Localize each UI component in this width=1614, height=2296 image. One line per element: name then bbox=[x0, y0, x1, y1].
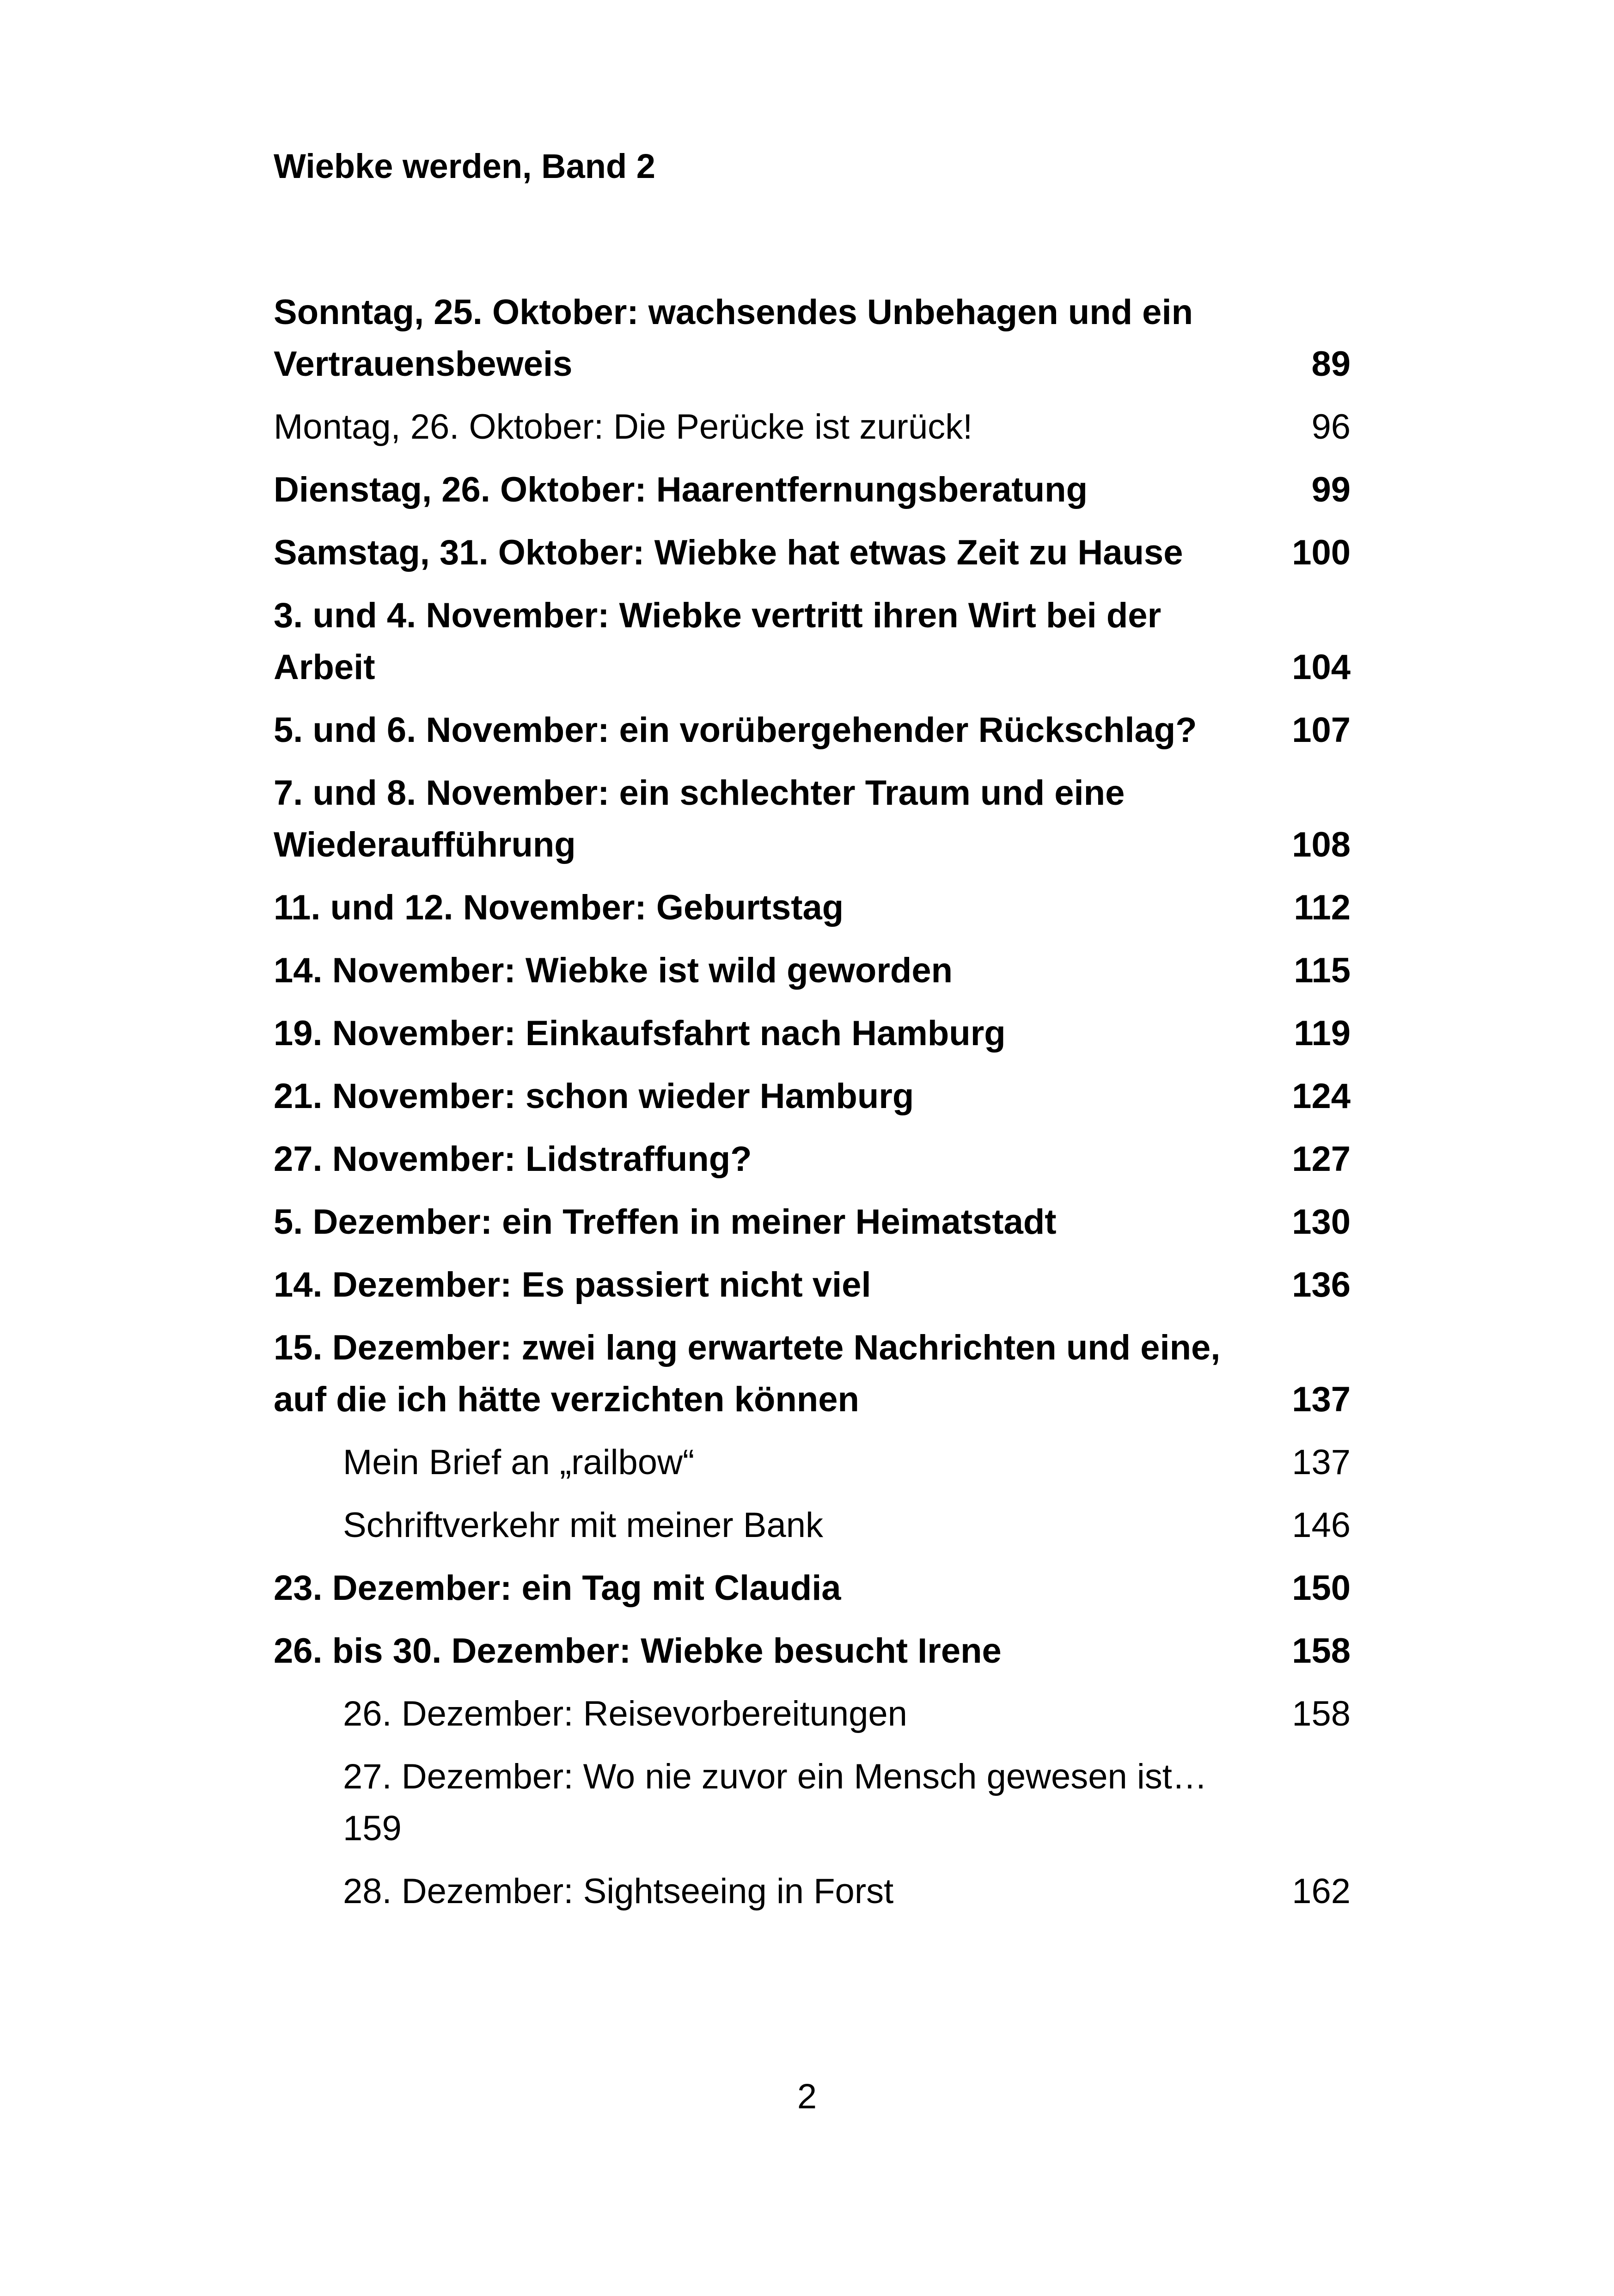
toc-subentry bbox=[343, 1437, 1351, 1500]
toc-entry bbox=[274, 527, 1351, 590]
toc-subentry-title: 27. Dezember: Wo nie zuvor ein Mensch gewesen ist… bbox=[343, 1757, 1207, 1796]
toc-entry bbox=[274, 1625, 1351, 1688]
toc-entry-page: 136 bbox=[1292, 1265, 1351, 1304]
toc-entry-title: 14. November: Wiebke ist wild geworden bbox=[274, 951, 953, 990]
toc-entry-title: 23. Dezember: ein Tag mit Claudia bbox=[274, 1568, 841, 1608]
toc-entry-page: 124 bbox=[1292, 1077, 1351, 1116]
toc-entry bbox=[274, 464, 1351, 527]
toc-entry-title: 19. November: Einkaufsfahrt nach Hamburg bbox=[274, 1014, 1006, 1053]
toc-entry bbox=[274, 1008, 1351, 1071]
toc-entry-page: 107 bbox=[1292, 710, 1351, 750]
toc-entry bbox=[274, 1259, 1351, 1322]
toc-entry bbox=[274, 882, 1351, 945]
toc-entry bbox=[274, 590, 1351, 704]
toc-subentry-page: 159 bbox=[343, 1809, 402, 1848]
toc-entry bbox=[274, 945, 1351, 1008]
toc-entry-title: 14. Dezember: Es passiert nicht viel bbox=[274, 1265, 871, 1304]
toc-entry-title: 11. und 12. November: Geburtstag bbox=[274, 888, 844, 927]
toc-entry-title: Samstag, 31. Oktober: Wiebke hat etwas Zeit zu Hause bbox=[274, 533, 1183, 572]
toc-entry-title: 26. bis 30. Dezember: Wiebke besucht Irene bbox=[274, 1631, 1002, 1671]
toc-subentry bbox=[343, 1688, 1351, 1751]
toc-subentry-title: Schriftverkehr mit meiner Bank bbox=[343, 1506, 823, 1545]
toc-subentry-title: 28. Dezember: Sightseeing in Forst bbox=[343, 1872, 894, 1911]
toc-entry-page: 99 bbox=[1311, 470, 1351, 509]
toc-entry-title: Montag, 26. Oktober: Die Perücke ist zurück! bbox=[274, 407, 973, 447]
toc-entry-page: 96 bbox=[1311, 407, 1351, 447]
toc-entry bbox=[274, 287, 1351, 401]
toc-entry-page: 112 bbox=[1294, 888, 1351, 927]
table-of-contents bbox=[274, 287, 1351, 1929]
toc-entry-page: 115 bbox=[1294, 951, 1351, 990]
toc-entry bbox=[274, 767, 1351, 882]
toc-entry-page: 100 bbox=[1292, 533, 1351, 572]
toc-entry bbox=[274, 401, 1351, 464]
toc-entry-page: 89 bbox=[1311, 344, 1351, 384]
toc-entry-page: 108 bbox=[1292, 825, 1351, 864]
toc-entry bbox=[274, 704, 1351, 767]
toc-entry bbox=[274, 1071, 1351, 1133]
toc-subentry-title: 26. Dezember: Reisevorbereitungen bbox=[343, 1694, 907, 1733]
toc-entry-page: 158 bbox=[1292, 1631, 1351, 1671]
toc-entry-title: 15. Dezember: zwei lang erwartete Nachrichten und eine, auf die ich hätte verzichten können bbox=[274, 1328, 1221, 1419]
toc-subentry-title: Mein Brief an „railbow“ bbox=[343, 1443, 695, 1482]
toc-entry-page: 104 bbox=[1292, 648, 1351, 687]
toc-subentry-page: 158 bbox=[1292, 1694, 1351, 1733]
toc-entry-title: 3. und 4. November: Wiebke vertritt ihren Wirt bei der Arbeit bbox=[274, 596, 1162, 687]
toc-entry bbox=[274, 1196, 1351, 1259]
toc-entry-title: 5. und 6. November: ein vorübergehender Rückschlag? bbox=[274, 710, 1197, 750]
page-number: 2 bbox=[797, 2077, 817, 2116]
toc-subentry-page: 162 bbox=[1292, 1872, 1351, 1911]
toc-entry-title: 21. November: schon wieder Hamburg bbox=[274, 1077, 914, 1116]
toc-entry-page: 150 bbox=[1292, 1568, 1351, 1608]
toc-entry-title: 27. November: Lidstraffung? bbox=[274, 1139, 752, 1179]
toc-subentry-page: 146 bbox=[1292, 1506, 1351, 1545]
toc-entry-title: Sonntag, 25. Oktober: wachsendes Unbehagen und ein Vertrauensbeweis bbox=[274, 293, 1193, 384]
toc-subentry bbox=[343, 1751, 1351, 1866]
toc-entry bbox=[274, 1562, 1351, 1625]
toc-entry bbox=[274, 1322, 1351, 1437]
toc-entry-page: 130 bbox=[1292, 1202, 1351, 1242]
toc-subentry-page: 137 bbox=[1292, 1443, 1351, 1482]
toc-entry-title: 5. Dezember: ein Treffen in meiner Heimatstadt bbox=[274, 1202, 1057, 1242]
book-title: Wiebke werden, Band 2 bbox=[274, 147, 655, 185]
toc-entry bbox=[274, 1133, 1351, 1196]
toc-entry-page: 127 bbox=[1292, 1139, 1351, 1179]
toc-entry-page: 137 bbox=[1292, 1380, 1351, 1419]
toc-entry-title: 7. und 8. November: ein schlechter Traum und eine Wiederaufführung bbox=[274, 773, 1125, 864]
toc-entry-page: 119 bbox=[1294, 1014, 1351, 1053]
toc-subentry bbox=[343, 1500, 1351, 1562]
toc-entry-title: Dienstag, 26. Oktober: Haarentfernungsberatung bbox=[274, 470, 1088, 509]
toc-subentry bbox=[343, 1866, 1351, 1929]
